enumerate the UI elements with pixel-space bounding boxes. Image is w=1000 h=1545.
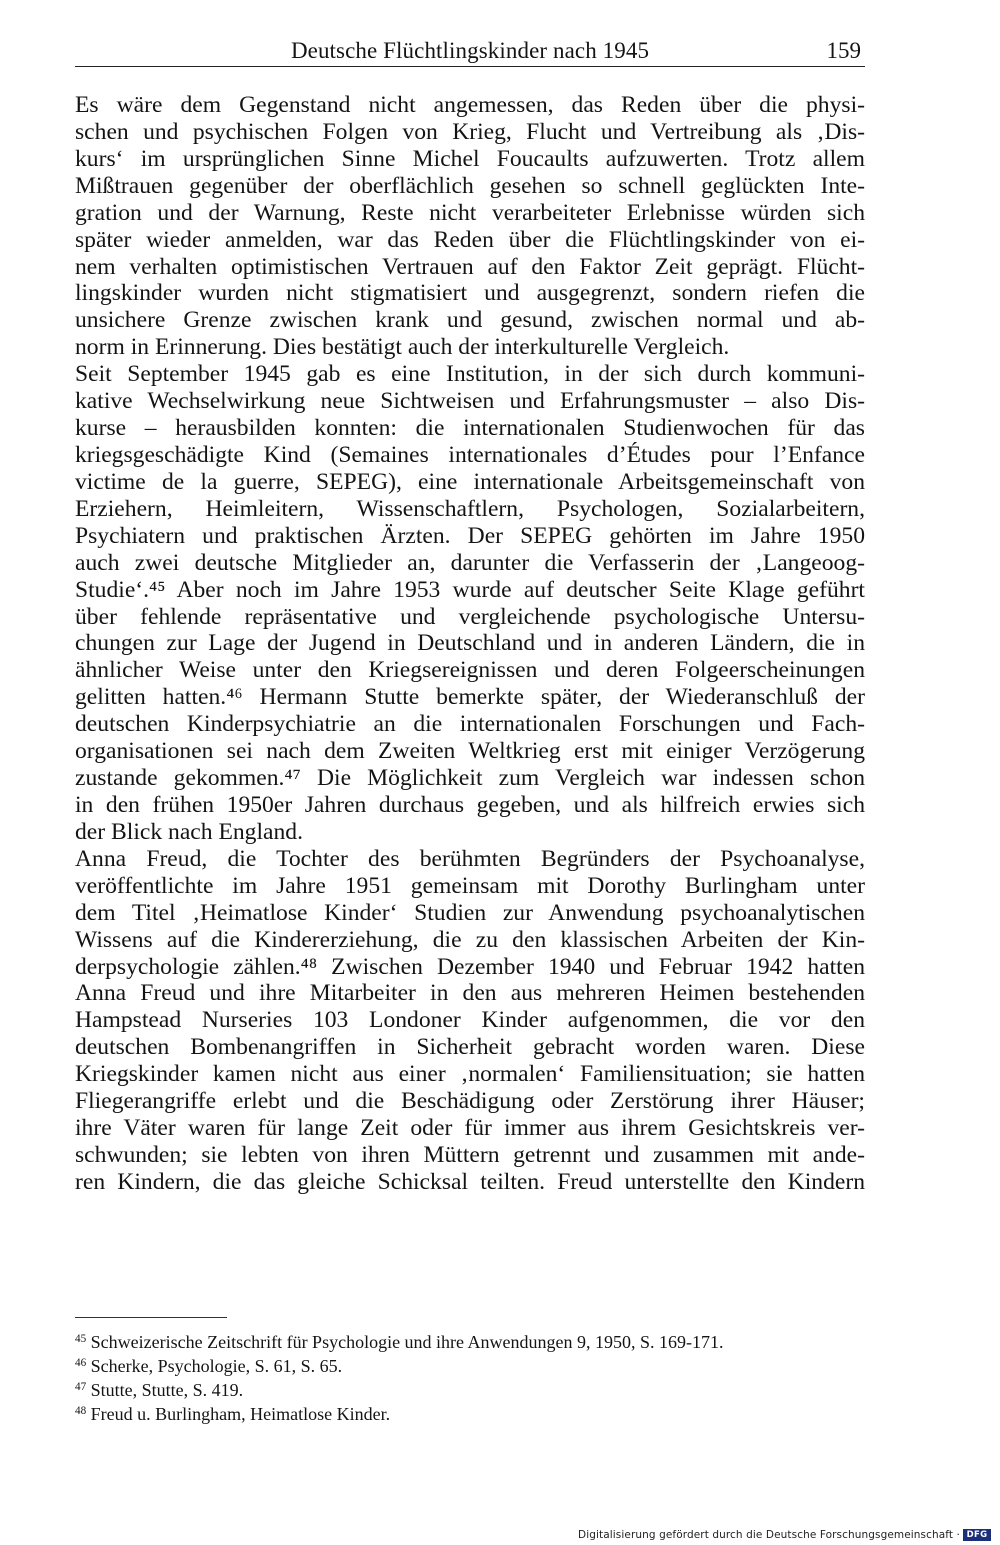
text-line: deutschen Kinderpsychiatrie an die internationalen Forschungen und Fach-: [75, 711, 865, 738]
text-line: über fehlende repräsentative und vergleichende psychologische Untersu-: [75, 603, 865, 630]
footnote-48: $^{48}$ Freud u. Burlingham, Heimatlose Kinder.: [75, 1404, 391, 1424]
footnote-45: $^{45}$ Schweizerische Zeitschrift für Psychologie und ihre Anwendungen 9, 1950, S. 169-171.: [75, 1332, 724, 1352]
text-line: Psychiatern und praktischen Ärzten. Der SEPEG gehörten im Jahre 1950: [75, 522, 865, 549]
text-line: Kriegskinder kamen nicht aus einer ‚normalen‘ Familiensituation; sie hatten: [75, 1061, 865, 1088]
text-line: Es wäre dem Gegenstand nicht angemessen, das Reden über die physi-: [75, 92, 865, 118]
text-line: chungen zur Lage der Jugend in Deutschland und in anderen Ländern, die in: [75, 630, 865, 657]
text-line: ihre Väter waren für lange Zeit oder für immer aus ihrem Gesichtskreis ver-: [75, 1115, 865, 1142]
text-line: unsichere Grenze zwischen krank und gesund, zwischen normal und ab-: [75, 307, 865, 334]
text-line: organisationen sei nach dem Zweiten Weltkrieg erst mit einiger Verzögerung: [75, 738, 865, 765]
text-line: Fliegerangriffe erlebt und die Beschädigung oder Zerstörung ihrer Häuser;: [75, 1088, 865, 1115]
text-line: ähnlicher Weise unter den Kriegsereignissen und deren Folgeerscheinungen: [75, 657, 865, 684]
paragraph-1: [75, 92, 865, 361]
text-line: gration und der Warnung, Reste nicht verarbeiteter Erlebnisse würden sich: [75, 199, 865, 226]
text-line: Studie‘.⁴⁵ Aber noch im Jahre 1953 wurde auf deutscher Seite Klage geführt: [75, 576, 865, 603]
dfg-logo: DFG: [963, 1529, 991, 1541]
footnote-text: Scherke, Psychologie, S. 61, S. 65.: [90, 1356, 343, 1376]
text-line: kurs‘ im ursprünglichen Sinne Michel Foucaults aufzuwerten. Trotz allem: [75, 145, 865, 172]
footnote-47: $^{47}$ Stutte, Stutte, S. 419.: [75, 1380, 244, 1400]
text-line: schen und psychischen Folgen von Krieg, Flucht und Vertreibung als ‚Dis-: [75, 118, 865, 145]
text-line: kurse – herausbilden konnten: die internationalen Studienwochen für das: [75, 415, 865, 442]
text-line: Mißtrauen gegenüber der oberflächlich gesehen so schnell geglückten Inte-: [75, 172, 865, 199]
text-line: Seit September 1945 gab es eine Institution, in der sich durch kommuni-: [75, 361, 865, 388]
text-line: Anna Freud und ihre Mitarbeiter in den aus mehreren Heimen bestehenden: [75, 980, 865, 1007]
text-line: deutschen Bombenangriffen in Sicherheit gebracht worden waren. Diese: [75, 1034, 865, 1061]
text-line: derpsychologie zählen.⁴⁸ Zwischen Dezember 1940 und Februar 1942 hatten: [75, 953, 865, 980]
text-line: norm in Erinnerung. Dies bestätigt auch der interkulturelle Vergleich.: [75, 334, 730, 361]
text-line: nem verhalten optimistischen Vertrauen auf den Faktor Zeit geprägt. Flücht-: [75, 253, 865, 280]
text-line: schwunden; sie lebten von ihren Müttern getrennt und zusammen mit ande-: [75, 1141, 865, 1168]
paragraph-2: [75, 361, 865, 846]
text-line: zustande gekommen.⁴⁷ Die Möglichkeit zum Vergleich war indessen schon: [75, 765, 865, 792]
text-line: gelitten hatten.⁴⁶ Hermann Stutte bemerkte später, der Wiederanschluß der: [75, 684, 865, 711]
text-line: Hampstead Nurseries 103 Londoner Kinder aufgenommen, die vor den: [75, 1007, 865, 1034]
text-line: Erziehern, Heimleitern, Wissenschaftlern, Psychologen, Sozialarbeitern,: [75, 495, 865, 522]
text-line: victime de la guerre, SEPEG), eine internationale Arbeitsgemeinschaft von: [75, 468, 865, 495]
footnote-text: Freud u. Burlingham, Heimatlose Kinder.: [90, 1404, 391, 1424]
digitization-footer: [0, 1527, 1000, 1545]
footnote-divider: [75, 1317, 227, 1318]
text-line: in den frühen 1950er Jahren durchaus gegeben, und als hilfreich erwies sich: [75, 791, 865, 818]
running-title: Deutsche Flüchtlingskinder nach 1945: [290, 38, 650, 63]
running-header: [75, 36, 865, 67]
text-line: der Blick nach England.: [75, 818, 303, 845]
footnote-46: $^{46}$ Scherke, Psychologie, S. 61, S. 65.: [75, 1356, 343, 1376]
text-line: veröffentlichte im Jahre 1951 gemeinsam mit Dorothy Burlingham unter: [75, 872, 865, 899]
text-line: dem Titel ‚Heimatlose Kinder‘ Studien zur Anwendung psychoanalytischen: [75, 899, 865, 926]
footnotes: [75, 1330, 865, 1426]
funding-credit: Digitalisierung gefördert durch die Deutsche Forschungsgemeinschaft ·: [578, 1529, 960, 1541]
paragraph-3: [75, 846, 865, 1196]
text-line: auch zwei deutsche Mitglieder an, darunter die Verfasserin der ‚Langeoog-: [75, 549, 865, 576]
text-line: kative Wechselwirkung neue Sichtweisen und Erfahrungsmuster – also Dis-: [75, 388, 865, 415]
page-number: 159: [826, 38, 861, 63]
footnote-text: Stutte, Stutte, S. 419.: [90, 1380, 244, 1400]
footnote-text: Schweizerische Zeitschrift für Psychologie und ihre Anwendungen 9, 1950, S. 169-171.: [90, 1332, 724, 1352]
text-line: Wissens auf die Kindererziehung, die zu den klassischen Arbeiten der Kin-: [75, 926, 865, 953]
text-line: ren Kindern, die das gleiche Schicksal teilten. Freud unterstellte den Kindern: [75, 1168, 865, 1195]
text-line: kriegsgeschädigte Kind (Semaines internationales d’Études pour l’Enfance: [75, 441, 865, 468]
text-line: lingskinder wurden nicht stigmatisiert und ausgegrenzt, sondern riefen die: [75, 280, 865, 307]
text-line: Anna Freud, die Tochter des berühmten Begründers der Psychoanalyse,: [75, 845, 865, 872]
text-line: später wieder anmelden, war das Reden über die Flüchtlingskinder von ei-: [75, 226, 865, 253]
body-text: [75, 92, 865, 1196]
